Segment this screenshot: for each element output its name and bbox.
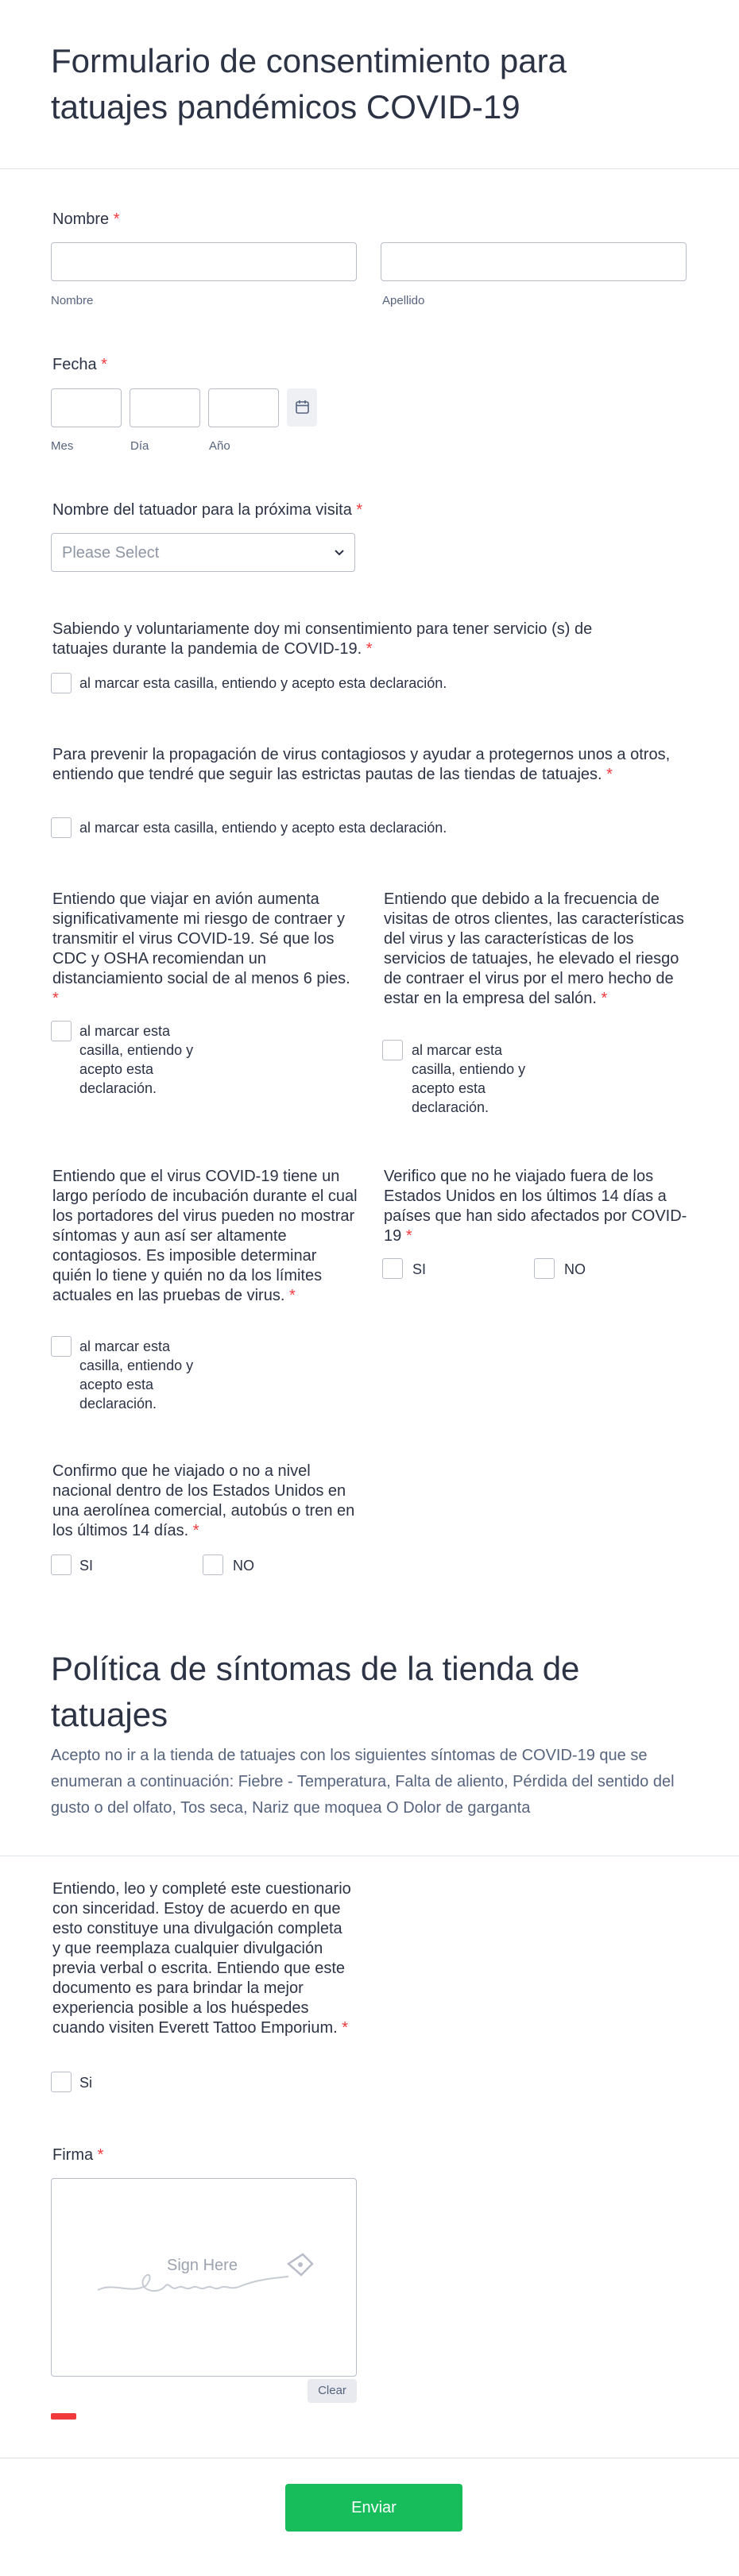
q7-no-checkbox[interactable] <box>203 1554 223 1575</box>
submit-button[interactable]: Enviar <box>285 2484 462 2532</box>
header-divider <box>0 168 739 169</box>
q8-label: Entiendo, leo y completé este cuestionario con sinceridad. Estoy de acuerdo en que esto constituye una divulgación completa y que reemplaza cualquier divulgación previa verbal o escrita. Entiendo que este documento es para brindar la mejor experiencia posible a los huéspedes cuando visiten Everett Tattoo Emporium. * <box>52 1880 351 2037</box>
q8-yes-checkbox[interactable] <box>51 2072 72 2092</box>
policy-description: Acepto no ir a la tienda de tatuajes con los siguientes síntomas de COVID-19 que se enumeran a continuación: Fiebre - Temperatura, Falta de aliento, Pérdida del sentido del gusto o del olfato, Tos seca, Nariz que moquea O Dolor de garganta <box>51 1747 675 1817</box>
last-name-input[interactable] <box>381 242 687 281</box>
q3-checkbox-label: al marcar esta casilla, entiendo y acepto esta declaración. <box>79 1023 194 1096</box>
q4-checkbox[interactable] <box>382 1040 403 1060</box>
date-month-input[interactable] <box>51 388 122 427</box>
name-label: Nombre * <box>52 210 120 228</box>
q7-yes-label: SI <box>79 1558 94 1574</box>
q8-yes-label: Si <box>79 2075 93 2091</box>
q4-label: Entiendo que debido a la frecuencia de visitas de otros clientes, las características del virus y las características de los servicios de tatuajes, he elevado el riesgo de contraer el virus por el mero hecho de estar en la empresa del salón. * <box>384 890 684 1007</box>
q7-yes-checkbox[interactable] <box>51 1554 72 1575</box>
q2-label: Para prevenir la propagación de virus contagiosos y ayudar a protegernos unos a otros, entiendo que tendré que seguir las estrictas pautas de las tiendas de tatuajes. * <box>52 746 671 783</box>
calendar-icon <box>287 388 317 427</box>
date-month-sublabel: Mes <box>51 439 74 453</box>
page-title: Formulario de consentimiento para tatuajes pandémicos COVID-19 <box>51 42 567 126</box>
date-day-input[interactable] <box>130 388 200 427</box>
q6-no-label: NO <box>564 1261 586 1277</box>
signature-scribble-icon <box>90 2246 328 2310</box>
first-name-input[interactable] <box>51 242 357 281</box>
tattooer-select[interactable] <box>51 533 355 572</box>
date-day-sublabel: Día <box>130 439 149 453</box>
q3-checkbox[interactable] <box>51 1021 72 1041</box>
q2-checkbox-label: al marcar esta casilla, entiendo y acepto esta declaración. <box>79 820 447 836</box>
chevron-down-icon <box>334 547 345 558</box>
tattooer-label: Nombre del tatuador para la próxima visita * <box>52 501 363 519</box>
signature-pad[interactable] <box>51 2178 357 2377</box>
first-name-sublabel: Nombre <box>51 294 94 307</box>
signature-label: Firma * <box>52 2146 104 2164</box>
q5-label: Entiendo que el virus COVID-19 tiene un largo período de incubación durante el cual los portadores del virus pueden no mostrar síntomas y aun así ser altamente contagiosos. Es imposible determinar quién lo tiene y quién no da los límites actuales en las pruebas de virus. * <box>52 1168 358 1304</box>
q2-checkbox[interactable] <box>51 817 72 838</box>
q5-checkbox[interactable] <box>51 1336 72 1357</box>
date-label: Fecha * <box>52 356 107 373</box>
q1-checkbox[interactable] <box>51 673 72 693</box>
signature-placeholder: Sign Here <box>167 2257 238 2274</box>
calendar-button[interactable] <box>287 388 317 427</box>
q6-label: Verifico que no he viajado fuera de los Estados Unidos en los últimos 14 días a países que han sido afectados por COVID-19 * <box>384 1168 687 1245</box>
q4-checkbox-label: al marcar esta casilla, entiendo y acepto esta declaración. <box>412 1042 526 1115</box>
policy-title: Política de síntomas de la tienda de tatuajes <box>51 1650 580 1733</box>
q1-checkbox-label: al marcar esta casilla, entiendo y acepto esta declaración. <box>79 675 447 691</box>
tattooer-select-placeholder: Please Select <box>62 544 160 562</box>
q7-label: Confirmo que he viajado o no a nivel nacional dentro de los Estados Unidos en una aerolínea comercial, autobús o tren en los últimos 14 días. * <box>52 1462 355 1539</box>
q6-yes-checkbox[interactable] <box>382 1258 403 1279</box>
q6-yes-label: SI <box>412 1261 427 1277</box>
error-indicator <box>51 2413 76 2420</box>
q1-label: Sabiendo y voluntariamente doy mi consentimiento para tener servicio (s) de tatuajes durante la pandemia de COVID-19. * <box>52 620 593 658</box>
q3-label: Entiendo que viajar en avión aumenta significativamente mi riesgo de contraer y transmitir el virus COVID-19. Sé que los CDC y OSHA recomiendan un distanciamiento social de al menos 6 pies. * <box>52 890 350 1007</box>
date-year-sublabel: Año <box>209 439 230 453</box>
date-year-input[interactable] <box>208 388 279 427</box>
last-name-sublabel: Apellido <box>382 294 425 307</box>
q6-no-checkbox[interactable] <box>534 1258 555 1279</box>
q5-checkbox-label: al marcar esta casilla, entiendo y acepto esta declaración. <box>79 1338 194 1412</box>
clear-signature-button[interactable]: Clear <box>308 2379 357 2403</box>
q7-no-label: NO <box>233 1558 254 1574</box>
